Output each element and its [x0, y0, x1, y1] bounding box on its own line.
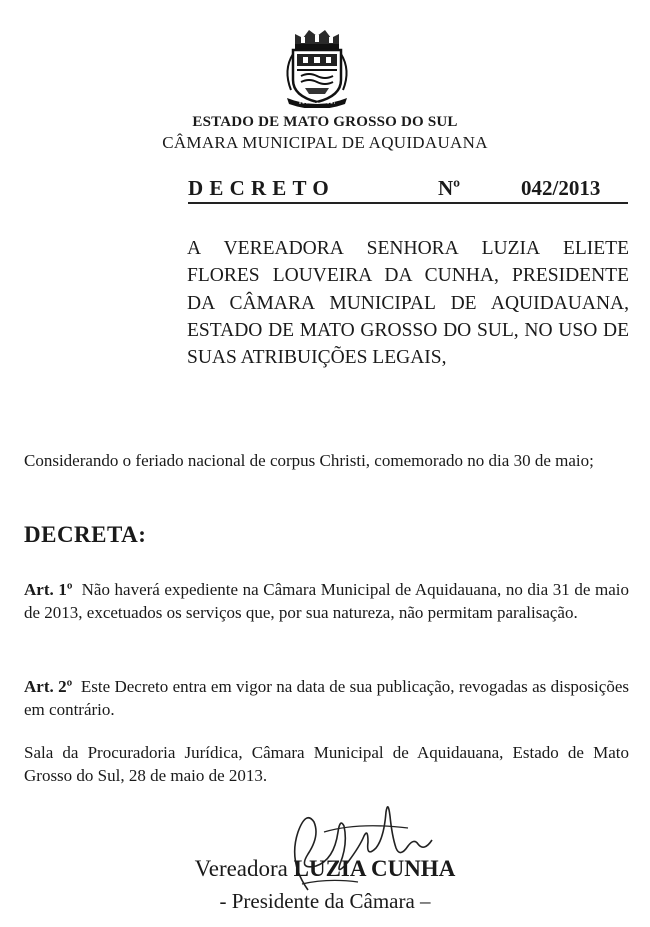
- article-2-text: Este Decreto entra em vigor na data de sua publicação, revogadas as disposições em contrário.: [24, 677, 629, 719]
- decree-title: [188, 176, 628, 204]
- signatory-line: [0, 856, 650, 882]
- decree-number: 042/2013: [521, 176, 601, 200]
- article-2: [24, 675, 629, 721]
- signatory-title: Vereadora: [194, 856, 288, 881]
- state-header: ESTADO DE MATO GROSSO DO SUL: [192, 114, 458, 130]
- chamber-header: CÂMARA MUNICIPAL DE AQUIDAUANA: [162, 133, 488, 152]
- considering-paragraph: Considerando o feriado nacional de corpus Christi, comemorado no dia 30 de maio;: [24, 451, 594, 470]
- signatory-role: - Presidente da Câmara –: [219, 889, 431, 913]
- decree-number-label: Nº: [438, 176, 461, 200]
- article-1-text: Não haverá expediente na Câmara Municipal de Aquidauana, no dia 31 de maio de 2013, excetuados os serviços que, por sua natureza, não permitam paralisação.: [24, 580, 630, 622]
- article-1: [24, 578, 629, 624]
- coat-of-arms-icon: [279, 24, 355, 108]
- decree-word: DECRETO: [188, 176, 335, 200]
- preamble: A VEREADORA SENHORA LUZIA ELIETE FLORES LOUVEIRA DA CUNHA, PRESIDENTE DA CÂMARA MUNICIPAL DE AQUIDAUANA, ESTADO DE MATO GROSSO DO SUL, NO USO DE SUAS ATRIBUIÇÕES LEGAIS,: [187, 238, 629, 369]
- signature-icon: [268, 792, 446, 900]
- article-2-label: Art. 2º: [24, 677, 73, 696]
- closing-paragraph: Sala da Procuradoria Jurídica, Câmara Municipal de Aquidauana, Estado de Mato Grosso do Sul, 28 de maio de 2013.: [24, 743, 629, 785]
- article-1-label: Art. 1º: [24, 580, 73, 599]
- decreta-heading: DECRETA:: [24, 522, 147, 547]
- signatory-name: LUZIA CUNHA: [293, 856, 456, 881]
- title-underline: [188, 202, 628, 204]
